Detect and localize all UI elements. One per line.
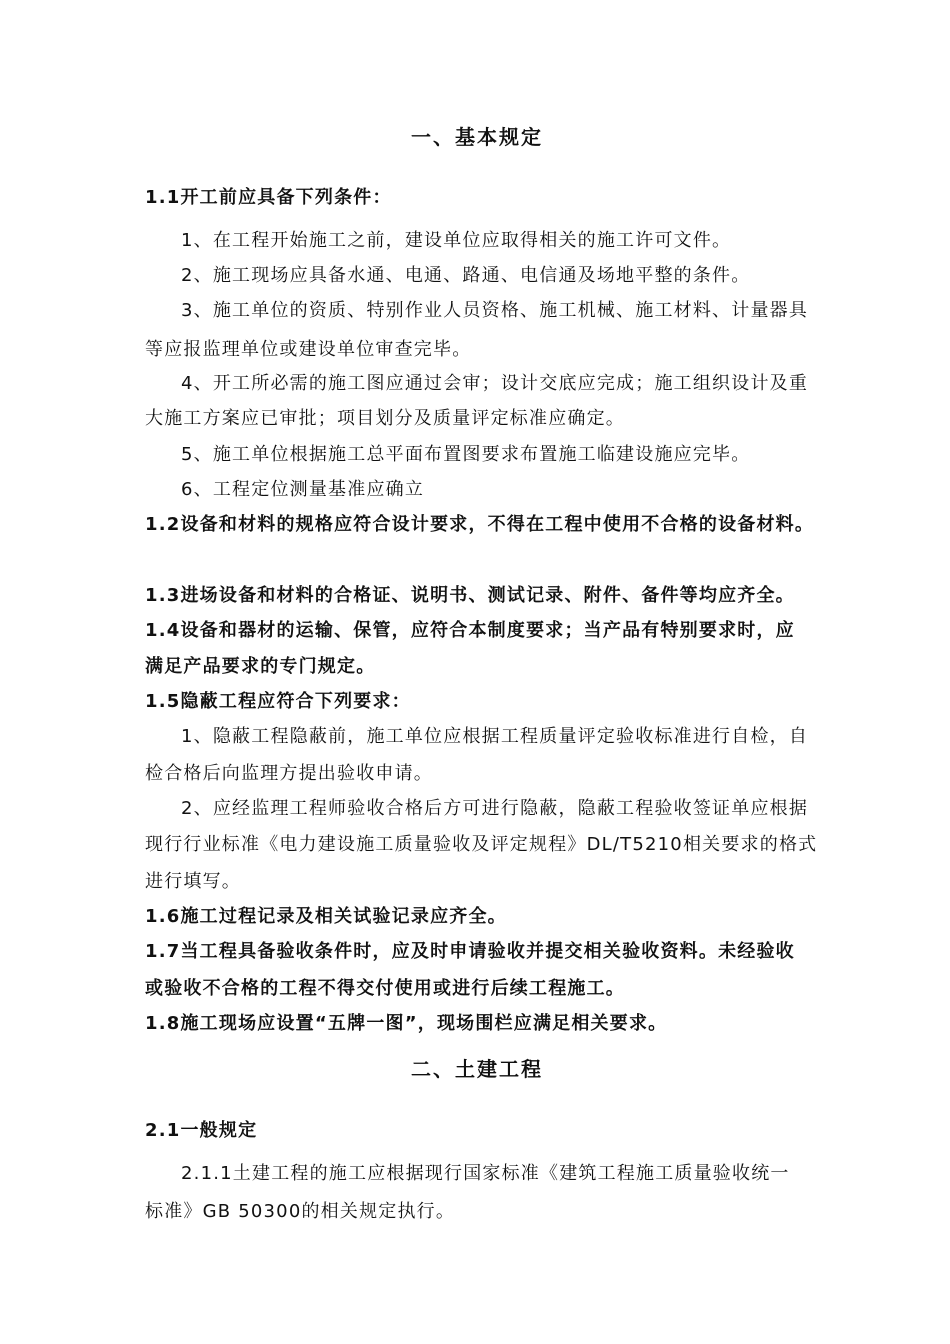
clause-1-1-point-3: 3、施工单位的资质、特别作业人员资格、施工机械、施工材料、计量器具	[181, 300, 809, 321]
clause-1-8: 1.8施工现场应设置“五牌一图”，现场围栏应满足相关要求。	[145, 1013, 668, 1034]
clause-2-1-1-cont: 标准》GB 50300的相关规定执行。	[145, 1201, 456, 1222]
clause-1-5-point-1: 1、隐蔽工程隐蔽前，施工单位应根据工程质量评定验收标准进行自检，自	[181, 726, 809, 747]
clause-1-3: 1.3进场设备和材料的合格证、说明书、测试记录、附件、备件等均应齐全。	[145, 585, 795, 606]
clause-1-5-point-2: 2、应经监理工程师验收合格后方可进行隐蔽，隐蔽工程验收签证单应根据	[181, 798, 809, 819]
clause-1-5-heading: 1.5隐蔽工程应符合下列要求：	[145, 691, 411, 712]
section-title-basic-rules: 一、基本规定	[411, 125, 543, 149]
clause-1-4-line-1: 1.4设备和器材的运输、保管，应符合本制度要求；当产品有特别要求时，应	[145, 620, 795, 641]
clause-1-1-point-4-cont: 大施工方案应已审批；项目划分及质量评定标准应确定。	[145, 408, 625, 429]
clause-1-5-point-1-cont: 检合格后向监理方提出验收申请。	[145, 763, 433, 784]
clause-1-2: 1.2设备和材料的规格应符合设计要求，不得在工程中使用不合格的设备材料。	[145, 514, 815, 535]
clause-1-1-point-1: 1、在工程开始施工之前，建设单位应取得相关的施工许可文件。	[181, 230, 732, 251]
clause-1-5-point-2-end: 进行填写。	[145, 871, 241, 892]
clause-1-1-point-2: 2、施工现场应具备水通、电通、路通、电信通及场地平整的条件。	[181, 265, 751, 286]
clause-2-1-heading: 2.1一般规定	[145, 1120, 258, 1141]
section-title-civil-works: 二、土建工程	[411, 1057, 543, 1081]
clause-1-1-point-5: 5、施工单位根据施工总平面布置图要求布置施工临建设施应完毕。	[181, 444, 751, 465]
clause-1-1-point-4: 4、开工所必需的施工图应通过会审；设计交底应完成；施工组织设计及重	[181, 373, 809, 394]
clause-1-5-point-2-cont: 现行行业标准《电力建设施工质量验收及评定规程》DL/T5210相关要求的格式	[145, 834, 818, 855]
clause-1-4-line-2: 满足产品要求的专门规定。	[145, 656, 376, 677]
clause-1-1-point-6: 6、工程定位测量基准应确立	[181, 479, 425, 500]
clause-1-6: 1.6施工过程记录及相关试验记录应齐全。	[145, 906, 507, 927]
clause-1-7-line-2: 或验收不合格的工程不得交付使用或进行后续工程施工。	[145, 978, 625, 999]
clause-1-7-line-1: 1.7当工程具备验收条件时，应及时申请验收并提交相关验收资料。未经验收	[145, 941, 795, 962]
clause-1-1-point-3-cont: 等应报监理单位或建设单位审查完毕。	[145, 339, 472, 360]
clause-1-1-heading: 1.1开工前应具备下列条件：	[145, 187, 392, 208]
clause-2-1-1: 2.1.1土建工程的施工应根据现行国家标准《建筑工程施工质量验收统一	[181, 1163, 790, 1184]
